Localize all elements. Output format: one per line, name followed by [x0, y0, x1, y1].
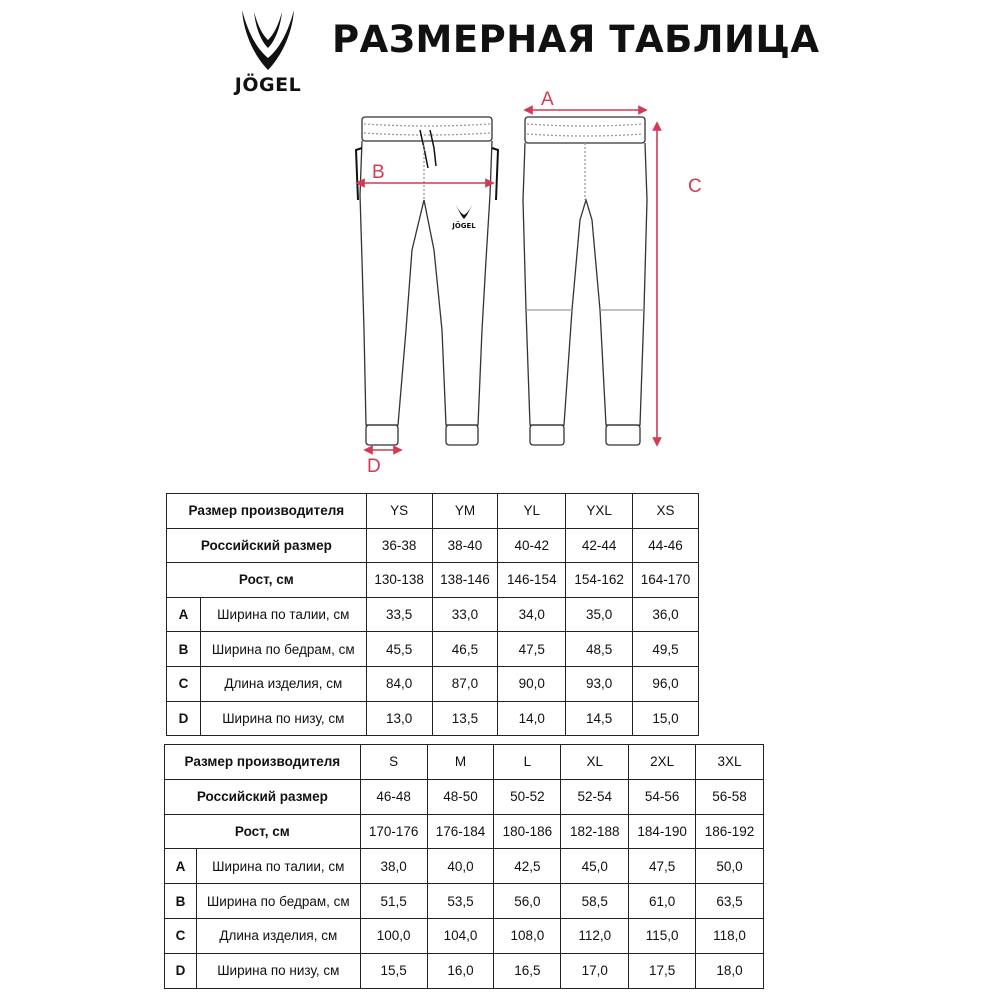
- value-cell: 63,5: [696, 884, 764, 919]
- size-table-adult: [164, 744, 764, 989]
- size-cell: 2XL: [629, 745, 696, 780]
- size-cell: XL: [561, 745, 629, 780]
- measure-letter: D: [165, 953, 197, 988]
- value-cell: 53,5: [427, 884, 494, 919]
- ru-size-cell: 46-48: [360, 779, 427, 814]
- value-cell: 45,5: [366, 632, 432, 667]
- value-cell: 15,5: [360, 953, 427, 988]
- pants-back-view: [523, 117, 647, 445]
- value-cell: 47,5: [498, 632, 566, 667]
- height-cell: 176-184: [427, 814, 494, 849]
- header-label: Размер производителя: [165, 745, 361, 780]
- value-cell: 42,5: [494, 849, 561, 884]
- value-cell: 93,0: [566, 666, 633, 701]
- value-cell: 14,0: [498, 701, 566, 736]
- measure-b-label: B: [372, 162, 385, 183]
- table-row: [165, 814, 764, 849]
- measure-letter: B: [167, 632, 201, 667]
- measure-c-label: C: [688, 176, 702, 197]
- table-row: [165, 884, 764, 919]
- table-row: [165, 918, 764, 953]
- value-cell: 18,0: [696, 953, 764, 988]
- measure-letter: D: [167, 701, 201, 736]
- table-row: [165, 953, 764, 988]
- size-cell: YL: [498, 494, 566, 529]
- value-cell: 45,0: [561, 849, 629, 884]
- size-cell: YXL: [566, 494, 633, 529]
- value-cell: 118,0: [696, 918, 764, 953]
- value-cell: 15,0: [633, 701, 699, 736]
- value-cell: 112,0: [561, 918, 629, 953]
- size-cell: L: [494, 745, 561, 780]
- size-cell: XS: [633, 494, 699, 529]
- value-cell: 17,0: [561, 953, 629, 988]
- measure-name: Длина изделия, см: [200, 666, 366, 701]
- ru-size-label: Российский размер: [167, 528, 367, 563]
- size-cell: 3XL: [696, 745, 764, 780]
- measure-name: Ширина по низу, см: [200, 701, 366, 736]
- ru-size-label: Российский размер: [165, 779, 361, 814]
- size-cell: YS: [366, 494, 432, 529]
- measure-name: Ширина по низу, см: [196, 953, 360, 988]
- value-cell: 108,0: [494, 918, 561, 953]
- value-cell: 56,0: [494, 884, 561, 919]
- value-cell: 16,5: [494, 953, 561, 988]
- value-cell: 40,0: [427, 849, 494, 884]
- ru-size-cell: 48-50: [427, 779, 494, 814]
- value-cell: 87,0: [432, 666, 498, 701]
- value-cell: 13,5: [432, 701, 498, 736]
- height-cell: 164-170: [633, 563, 699, 598]
- pants-diagram: [340, 80, 720, 490]
- value-cell: 51,5: [360, 884, 427, 919]
- measure-name: Ширина по бедрам, см: [196, 884, 360, 919]
- value-cell: 48,5: [566, 632, 633, 667]
- ru-size-cell: 52-54: [561, 779, 629, 814]
- table-row: [167, 597, 699, 632]
- ru-size-cell: 44-46: [633, 528, 699, 563]
- value-cell: 35,0: [566, 597, 633, 632]
- value-cell: 33,0: [432, 597, 498, 632]
- height-label: Рост, см: [165, 814, 361, 849]
- value-cell: 61,0: [629, 884, 696, 919]
- value-cell: 50,0: [696, 849, 764, 884]
- value-cell: 115,0: [629, 918, 696, 953]
- value-cell: 96,0: [633, 666, 699, 701]
- value-cell: 13,0: [366, 701, 432, 736]
- measure-d-label: D: [367, 456, 381, 477]
- height-label: Рост, см: [167, 563, 367, 598]
- height-cell: 182-188: [561, 814, 629, 849]
- value-cell: 34,0: [498, 597, 566, 632]
- value-cell: 33,5: [366, 597, 432, 632]
- value-cell: 84,0: [366, 666, 432, 701]
- size-cell: M: [427, 745, 494, 780]
- table-row: [165, 849, 764, 884]
- measure-name: Длина изделия, см: [196, 918, 360, 953]
- measure-letter: B: [165, 884, 197, 919]
- measure-letter: C: [165, 918, 197, 953]
- value-cell: 90,0: [498, 666, 566, 701]
- height-cell: 146-154: [498, 563, 566, 598]
- measure-letter: A: [165, 849, 197, 884]
- value-cell: 36,0: [633, 597, 699, 632]
- ru-size-cell: 40-42: [498, 528, 566, 563]
- height-cell: 130-138: [366, 563, 432, 598]
- table-row: [165, 745, 764, 780]
- garment-logo-text: JÖGEL: [452, 222, 476, 230]
- value-cell: 17,5: [629, 953, 696, 988]
- brand-wordmark: JÖGEL: [234, 74, 302, 96]
- height-cell: 170-176: [360, 814, 427, 849]
- value-cell: 14,5: [566, 701, 633, 736]
- height-cell: 154-162: [566, 563, 633, 598]
- value-cell: 49,5: [633, 632, 699, 667]
- value-cell: 58,5: [561, 884, 629, 919]
- table-row: [167, 666, 699, 701]
- ru-size-cell: 54-56: [629, 779, 696, 814]
- table-row: [167, 701, 699, 736]
- table-row: [167, 563, 699, 598]
- brand-emblem-icon: [236, 8, 300, 74]
- table-row: [167, 494, 699, 529]
- table-row: [167, 528, 699, 563]
- value-cell: 104,0: [427, 918, 494, 953]
- measure-name: Ширина по бедрам, см: [200, 632, 366, 667]
- height-cell: 138-146: [432, 563, 498, 598]
- page-title: РАЗМЕРНАЯ ТАБЛИЦА: [332, 18, 820, 61]
- measure-a-label: A: [541, 89, 554, 110]
- measure-letter: C: [167, 666, 201, 701]
- value-cell: 47,5: [629, 849, 696, 884]
- ru-size-cell: 36-38: [366, 528, 432, 563]
- size-table-youth: [166, 493, 699, 736]
- value-cell: 100,0: [360, 918, 427, 953]
- size-cell: YM: [432, 494, 498, 529]
- value-cell: 16,0: [427, 953, 494, 988]
- brand-logo: [222, 8, 314, 100]
- value-cell: 46,5: [432, 632, 498, 667]
- value-cell: 38,0: [360, 849, 427, 884]
- table-row: [165, 779, 764, 814]
- table-row: [167, 632, 699, 667]
- measure-name: Ширина по талии, см: [200, 597, 366, 632]
- measure-name: Ширина по талии, см: [196, 849, 360, 884]
- height-cell: 180-186: [494, 814, 561, 849]
- header-label: Размер производителя: [167, 494, 367, 529]
- ru-size-cell: 38-40: [432, 528, 498, 563]
- measure-letter: A: [167, 597, 201, 632]
- height-cell: 184-190: [629, 814, 696, 849]
- ru-size-cell: 42-44: [566, 528, 633, 563]
- ru-size-cell: 50-52: [494, 779, 561, 814]
- height-cell: 186-192: [696, 814, 764, 849]
- size-cell: S: [360, 745, 427, 780]
- ru-size-cell: 56-58: [696, 779, 764, 814]
